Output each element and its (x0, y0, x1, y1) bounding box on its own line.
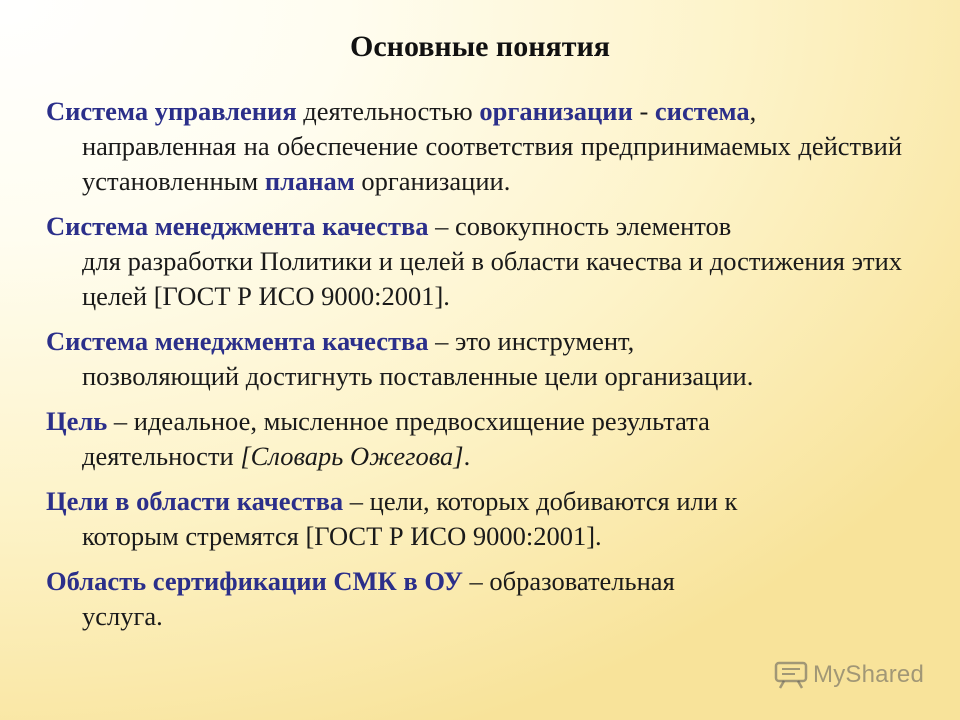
paragraph-continuation (46, 244, 902, 314)
definition-paragraph (46, 324, 902, 394)
term-text: Система менеджмента качества (46, 326, 429, 356)
presentation-board-icon (773, 660, 809, 690)
body-text: которым стремятся [ГОСТ Р ИСО 9000:2001]. (82, 521, 602, 551)
paragraph-first-line (46, 326, 634, 356)
paragraph-continuation (46, 599, 902, 634)
body-text: , (749, 96, 757, 126)
paragraph-continuation (46, 129, 902, 199)
body-text: . (463, 441, 471, 471)
body-text: – идеальное, мысленное предвосхищение результата (107, 406, 710, 436)
definition-paragraph (46, 209, 902, 314)
term-text: Система управления (46, 96, 297, 126)
content-body (46, 94, 902, 644)
body-text: - (632, 96, 655, 126)
term-text: Цель (46, 406, 108, 436)
paragraph-continuation (46, 519, 902, 554)
definition-paragraph (46, 564, 902, 634)
body-text: для разработки Политики и целей в области качества и достижения этих целей [ГОСТ Р ИСО 9000:2001]. (82, 246, 902, 311)
body-text: направленная на обеспечение соответствия предпринимаемых действий установленным (82, 131, 902, 196)
body-text: организации. (354, 166, 511, 196)
body-text: – совокупность элементов (428, 211, 732, 241)
definition-paragraph (46, 484, 902, 554)
watermark (773, 660, 924, 690)
body-text: деятельности (82, 441, 241, 471)
term-text: Область сертификации СМК в ОУ (46, 566, 463, 596)
page-title: Основные понятия (350, 30, 610, 63)
paragraph-continuation (46, 359, 902, 394)
body-text: деятельностью (296, 96, 480, 126)
body-text: [Словарь Ожегова] (240, 441, 464, 471)
term-text: Цели в области качества (46, 486, 344, 516)
paragraph-first-line (46, 406, 710, 436)
term-text: Система менеджмента качества (46, 211, 429, 241)
body-text: – цели, которых добиваются или к (343, 486, 738, 516)
watermark-text: MyShared (813, 661, 924, 688)
term-text: планам (264, 166, 355, 196)
body-text: услуга. (82, 601, 163, 631)
term-text: система (654, 96, 750, 126)
paragraph-continuation (46, 439, 902, 474)
paragraph-first-line (46, 211, 731, 241)
paragraph-first-line (46, 566, 675, 596)
definition-paragraph (46, 404, 902, 474)
body-text: позволяющий достигнуть поставленные цели организации. (82, 361, 754, 391)
definition-paragraph (46, 94, 902, 199)
term-text: организации (479, 96, 633, 126)
body-text: – это инструмент, (428, 326, 635, 356)
paragraph-first-line (46, 486, 737, 516)
paragraph-first-line (46, 96, 756, 126)
body-text: – образовательная (462, 566, 675, 596)
